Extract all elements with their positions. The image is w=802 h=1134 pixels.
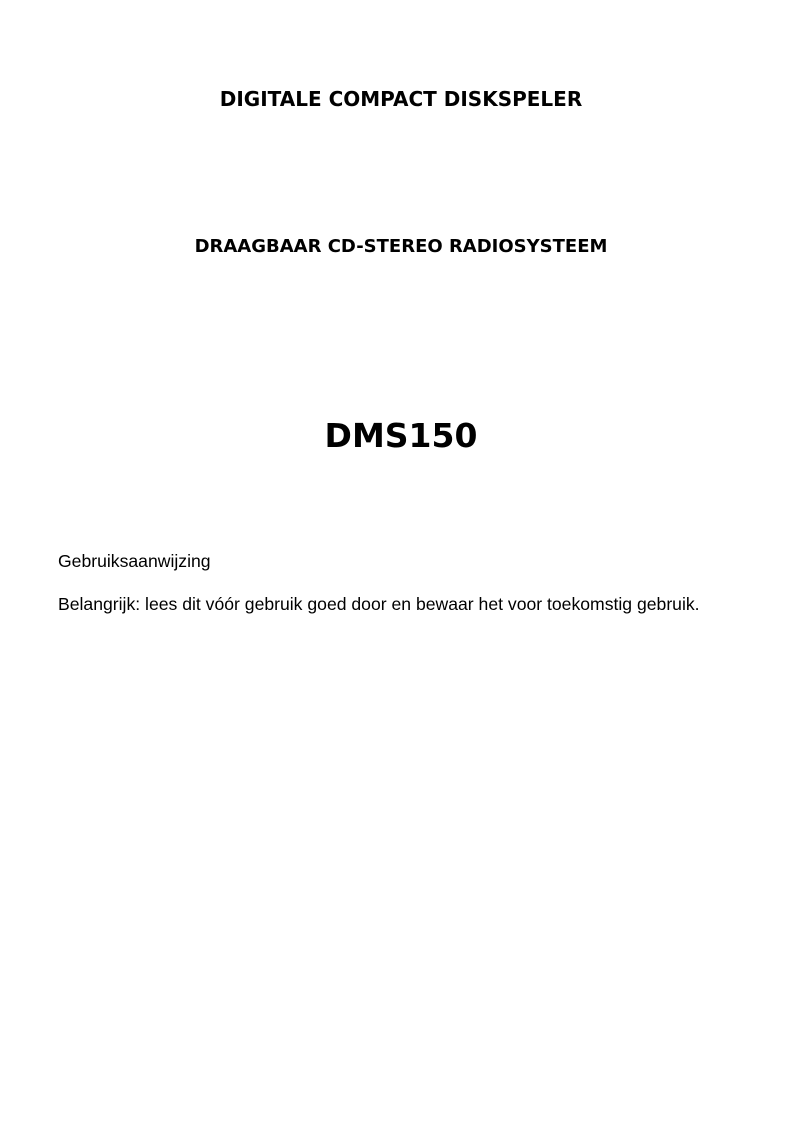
model-number: DMS150 — [324, 416, 478, 455]
document-subtitle: DRAAGBAAR CD-STEREO RADIOSYSTEEM — [194, 236, 608, 257]
important-note: Belangrijk: lees dit vóór gebruik goed door en bewaar het voor toekomstig gebruik. — [58, 594, 700, 614]
manual-label: Gebruiksaanwijzing — [58, 551, 211, 571]
document-title: DIGITALE COMPACT DISKSPELER — [219, 87, 583, 111]
